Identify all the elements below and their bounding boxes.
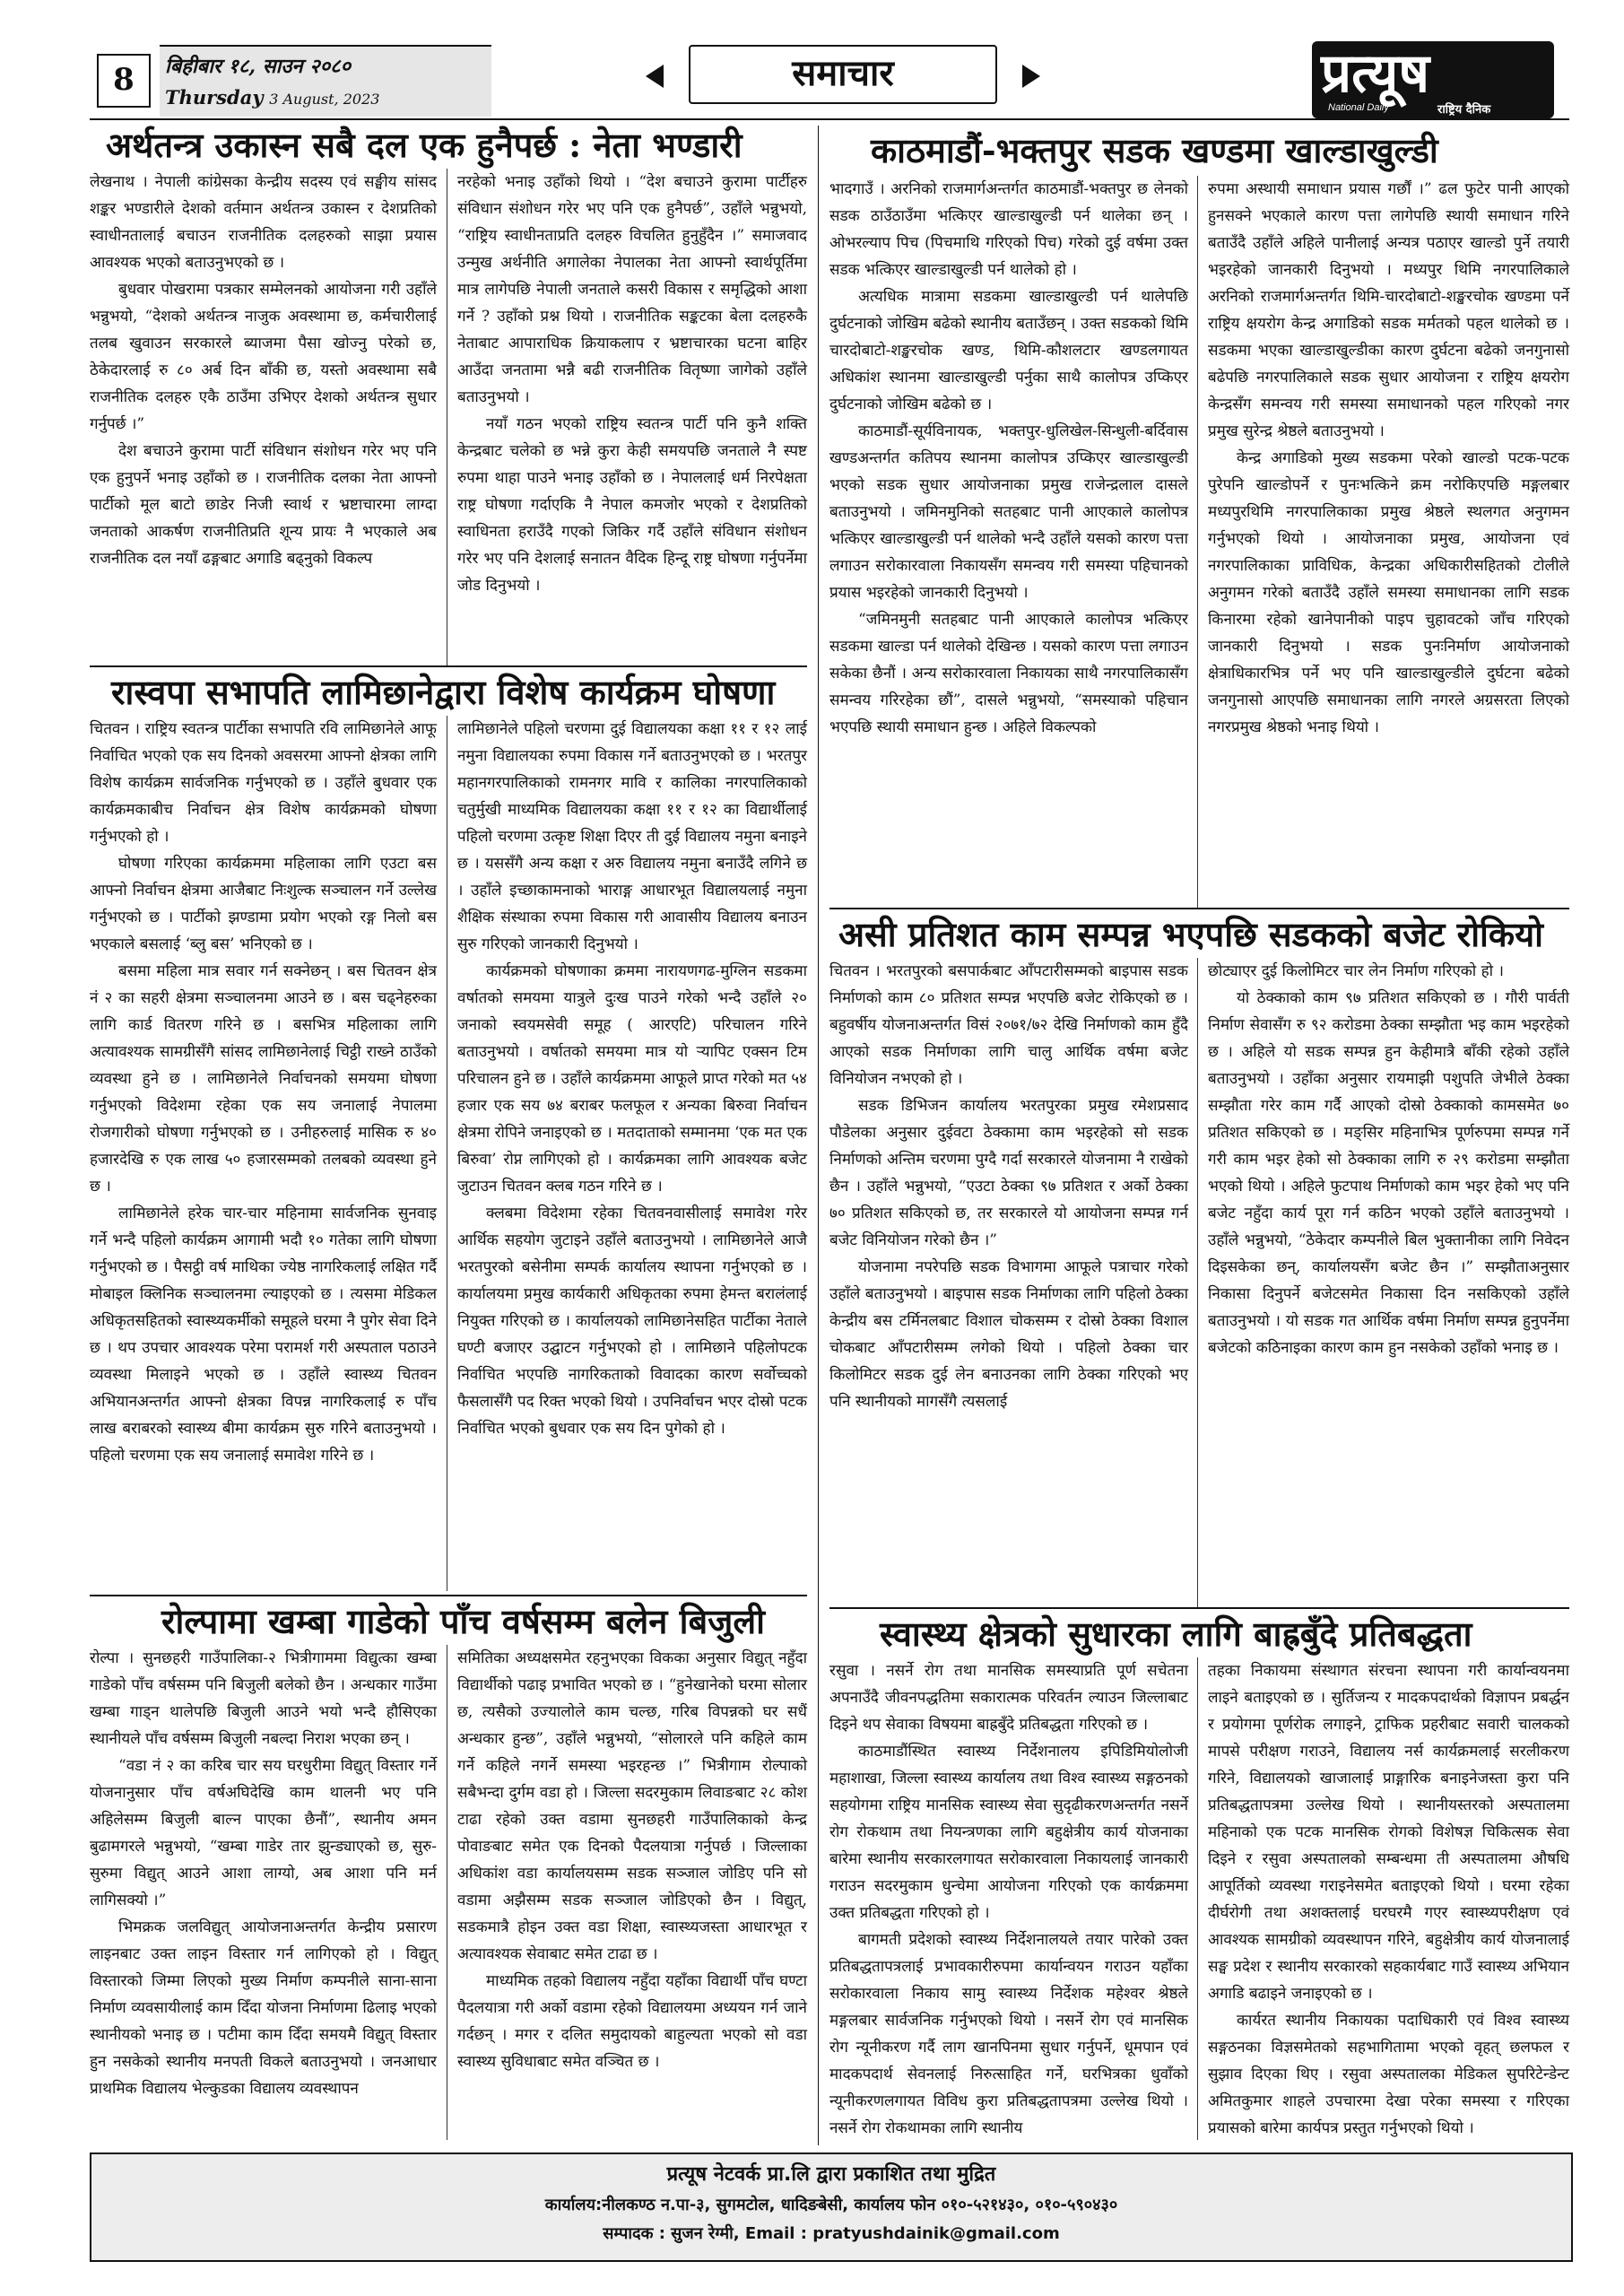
article-separator	[829, 908, 1569, 909]
paragraph: बुधवार पोखरामा पत्रकार सम्मेलनको आयोजना गरी उहाँले भन्नुभयो, “देशको अर्थतन्त्र नाजुक अवस्थामा छ, कर्मचारीलाई तलब खुवाउन सरकारले ब्याजमा पैसा खोज्नु परेको छ, ठेकेदारलाई रु ८० अर्ब दिन बाँकी छ, यस्तो अवस्थामा सबै राजनीतिक दलहरु एकै ठाउँमा उभिएर देशको अर्थतन्त्र सुधार गर्नुपर्छ ।”	[90, 281, 437, 433]
date-full: 3 August, 2023	[269, 91, 380, 108]
article-health-commitment	[829, 1613, 1569, 2145]
paragraph: योजनामा नपरेपछि सडक विभागमा आफूले पत्राचार गरेको उहाँले बताउनुभयो । बाइपास सडक निर्माणका लागि पहिलो ठेक्का केन्द्रीय बस टर्मिनलबाट विशाल चोकसम्म र दोस्रो ठेक्का विशाल चोकबाट आँपटारीसम्म लगेको थियो । पहिलो ठेक्का चार किलोमिटर सडक दुई लेन बनाउनका लागि ठेक्का गरिएको भए पनि स्थानीयको मागसँगै त्यसलाई	[829, 1258, 1188, 1411]
article-rolpa-electricity	[90, 1600, 807, 2145]
email-label: Email :	[744, 2224, 807, 2243]
paragraph: बसमा महिला मात्र सवार गर्न सक्नेछन् । बस चितवन क्षेत्र नं २ का सहरी क्षेत्रमा सञ्चालनमा आउने छ । बस चढ्नेहरुका लागि कार्ड वितरण गरिने छ । बसभित्र महिलाका लागि अत्यावश्यक सामग्रीसँगै सांसद लामिछानेलाई चिट्ठी राख्ने ठाउँको व्यवस्था हुने छ । लामिछानेले निर्वाचनको समयमा घोषणा गर्नुभएको विदेशमा रहेका एक सय जनालाई नेपालमा रोजगारीको घोषणा गर्नुभएको छ । उनीहरुलाई मासिक रु ४० हजारदेखि रु एक लाख ५० हजारसम्मको तलबको व्यवस्था हुने छ ।	[90, 962, 437, 1196]
logo-sub-nepali: राष्ट्रिय दैनिक	[1437, 103, 1491, 117]
article-bypass-budget	[829, 913, 1569, 1613]
paragraph: नयाँ गठन भएको राष्ट्रिय स्वतन्त्र पार्टी पनि कुनै शक्ति केन्द्रबाट चलेको छ भन्ने कुरा केही समयपछि जनताले नै स्पष्ट रुपमा थाहा पाउने भनाइ उहाँको छ । नेपाललाई धर्म निरपेक्षता राष्ट्र घोषणा गर्दाएकि नै नेपाल कमजोर भएको र देशप्रतिको स्वाधिनता हराउँदै गएको जिकिर गर्दै उहाँले संविधान संशोधन गरेर भए पनि देशलाई सनातन वैदिक हिन्दू राष्ट्र घोषणा गर्नुपर्नेमा जोड दिनुभयो ।	[457, 415, 807, 595]
paragraph: बागमती प्रदेशको स्वास्थ्य निर्देशनालयले तयार पारेको उक्त प्रतिबद्धतापत्रलाई प्रभावकारीरुपमा कार्यान्वयन गराउन यहाँका सरोकारवाला निकाय सामु स्वास्थ्य निर्देशक महेश्वर श्रेष्ठले मङ्गलबार सार्वजनिक गर्नुभएको थियो । नसर्ने रोग एवं मानसिक रोग न्यूनीकरण गर्दै लाग खानपिनमा सुधार गर्नुपर्ने, धूमपान एवं मादकपदार्थ सेवनलाई निरुत्साहित गर्ने, घरभित्रका धुवाँको न्यूनीकरणलगायत विविध कुरा प्रतिबद्धतापत्रमा उल्लेख थियो । नसर्ने रोग रोकथामका लागि स्थानीय	[829, 1931, 1188, 2137]
headline: असी प्रतिशत काम सम्पन्न भएपछि सडकको बजेट रोकियो	[838, 914, 1543, 954]
masthead	[72, 41, 1569, 115]
paragraph: कार्यरत स्थानीय निकायका पदाधिकारी एवं विश्व स्वास्थ्य सङ्गठनका विज्ञसमेतको सहभागितामा भएको वृहत् छलफल र सुझाव दिएका थिए । रसुवा अस्पतालका मेडिकल सुपरिटेन्डेन्ट अमितकुमार शाहले उपचारमा देखा परेका समस्या र गरिएका प्रयासको बारेमा कार्यपत्र प्रस्तुत गर्नुभएको थियो ।	[1208, 2012, 1569, 2137]
paragraph: छोट्याएर दुई किलोमिटर चार लेन निर्माण गरिएको हो ।	[1208, 962, 1504, 980]
paragraph: क्लबमा विदेशमा रहेका चितवनवासीलाई समावेश गरेर आर्थिक सहयोग जुटाइने उहाँले बताउनुभयो । लामिछानेले आजै भरतपुरको बसेनीमा सम्पर्क कार्यालय स्थापना गर्नुभएको छ । कार्यालयमा प्रमुख कार्यकारी अधिकृतका रुपमा हेमन्त बरालंलाई नियुक्त गरिएको छ । कार्यालयको लामिछानेसहित पार्टीका नेताले घण्टी बजाएर उद्घाटन गर्नुभएको हो । लामिछाने पहिलोपटक निर्वाचित भएपछि नागरिकताको विवादका कारण सर्वोच्चको फैसलासँगै पद रिक्त भएको थियो । उपनिर्वाचन भएर दोस्रो पटक निर्वाचित भएको बुधवार एक सय दिन पुगेको हो ।	[457, 1205, 807, 1438]
paragraph: काठमाडौंस्थित स्वास्थ्य निर्देशनालय इपिडिमियोलोजी महाशाखा, जिल्ला स्वास्थ्य कार्यालय तथा विश्व स्वास्थ्य सङ्गठनको सहयोगमा राष्ट्रिय मानसिक स्वास्थ्य सेवा सुदृढीकरणअन्तर्गत नसर्ने रोग रोकथाम तथा नियन्त्रणका लागि बहुक्षेत्रीय कार्य योजनाका बारेमा स्थानीय सरकारलगायत सरोकारवाला निकायलाई जानकारी गराउन सदरमुकाम धुन्चेमा आयोजना गरिएको एक कार्यक्रममा उक्त प्रतिबद्धता गरिएको हो ।	[829, 1743, 1188, 1922]
article-column-2	[1208, 1657, 1569, 2142]
headline: रास्वपा सभापति लामिछानेद्वारा विशेष कार्यक्रम घोषणा	[111, 672, 776, 712]
paragraph: केन्द्र अगाडिको मुख्य सडकमा परेको खाल्डो पटक-पटक पुरेपनि खाल्डोपर्ने र पुनःभत्किने क्रम नरोकिएपछि मङ्गलबार मध्यपुरथिमि नगरपालिकाका प्रमुख श्रेष्ठले स्थलगत अनुगमन गर्नुभएको थियो । आयोजनाका प्रमुख, आयोजना एवं नगरपालिकाका प्राविधिक, केन्द्रका अधिकारीसहितको टोलीले अनुगमन गरेको बताउँदै उहाँले समस्या समाधानका लागि सडक किनारमा रहेको खानेपानीको पाइप चुहावटको जाँच गरिएको जानकारी दिनुभयो । सडक पुनःनिर्माण आयोजनाको क्षेत्राधिकारभित्र पर्ने भए पनि खाल्डाखुल्डीले दुर्घटना बढेको जनगुनासो आएपछि समाधानका लागि नगरले अग्रसरता लिएको नगरप्रमुख श्रेष्ठको भनाइ थियो ।	[1208, 449, 1569, 736]
article-column-2	[1208, 176, 1569, 741]
article-column-2	[1208, 958, 1569, 1361]
column-divider	[1197, 958, 1198, 1607]
date-english	[165, 86, 379, 109]
article-separator	[90, 665, 807, 667]
triangle-left-icon	[646, 65, 664, 88]
article-column-2	[457, 716, 807, 1442]
paragraph: लामिछानेले हरेक चार-चार महिनामा सार्वजनिक सुनवाइ गर्ने भन्दै पहिलो कार्यक्रम आगामी भदौ १० गतेका लागि घोषणा गर्नुभएको छ । पैसट्ठी वर्ष माथिका ज्येष्ठ नागरिकलाई लक्षित गर्दै मोबाइल क्लिनिक सञ्चालनमा ल्याइएको छ । त्यसमा मेडिकल अधिकृतसहितको स्वास्थ्यकर्मीको समूहले घरमा नै पुगेर सेवा दिने छ । थप उपचार आवश्यक परेमा परामर्श गरी अस्पताल पठाउने व्यवस्था मिलाइने भएको छ । उहाँले स्वास्थ्य चितवन अभियानअन्तर्गत आफ्नो क्षेत्रका विपन्न नागरिकलाई रु पाँच लाख बराबरको स्वास्थ्य बीमा कार्यक्रम सुरु गरिने बताउनुभयो । पहिलो चरणमा एक सय जनालाई समावेश गरिने छ ।	[90, 1205, 437, 1465]
article-column-1	[90, 1645, 437, 2102]
headline: रोल्पामा खम्बा गाडेको पाँच वर्षसम्म बलेन बिजुली	[161, 1601, 765, 1641]
date-day: Thursday	[165, 86, 264, 109]
headline: अर्थतन्त्र उकास्न सबै दल एक हुनैपर्छ : नेता भण्डारी	[106, 125, 743, 165]
page-divider	[818, 126, 819, 2145]
article-column-1	[90, 716, 437, 1469]
paragraph: समितिका अध्यक्षसमेत रहनुभएका विकका अनुसार विद्युत् नहुँदा विद्यार्थीको पढाइ प्रभावित भएको छ । “हुनेखानेको घरमा सोलार छ, त्यसैको उज्यालोले काम चल्छ, गरिब विपन्नको घर सधैं अन्धकार हुन्छ”, उहाँले भन्नुभयो, “सोलारले पनि कहिले काम गर्ने कहिले नगर्ने समस्या भइरहन्छ ।” भित्रीगाम रोल्पाको सबैभन्दा दुर्गम वडा हो । जिल्ला सदरमुकाम लिवाङबाट २८ कोश टाढा रहेको उक्त वडामा सुनछहरी गाउँपालिकाको केन्द्र पोवाङबाट समेत एक दिनको पैदलयात्रा गर्नुपर्छ । जिल्लाका अधिकांश वडा कार्यालयसम्म सडक सञ्जाल जोडिए पनि सो वडामा अझैसम्म सडक सञ्जाल जोडिएको छैन । विद्युत्, सडकमात्रै होइन उक्त वडा शिक्षा, स्वास्थ्यजस्ता आधारभूत र अत्यावश्यक सेवाबाट समेत टाढा छ ।	[457, 1649, 807, 1963]
paragraph: माध्यमिक तहको विद्यालय नहुँदा यहाँका विद्यार्थी पाँच घण्टा पैदलयात्रा गरी अर्को वडामा रहेको विद्यालयमा अध्ययन गर्न जाने गर्दछन् । मगर र दलित समुदायको बाहुल्यता भएको सो वडा स्वास्थ्य सुविधाबाट समेत वञ्चित छ ।	[457, 1972, 807, 2071]
paragraph: कार्यक्रमको घोषणाका क्रममा नारायणगढ-मुग्लिन सडकमा वर्षातको समयमा यात्रुले दुःख पाउने गरेको भन्दै उहाँले २० जनाको स्वयमसेवी समूह ( आरएटि) परिचालन गरिने बताउनुभयो । वर्षातको समयमा मात्र यो ऱ्यापिट एक्सन टिम परिचालन हुने छ । उहाँले कार्यक्रममा आफूले प्राप्त गरेको मत ५४ हजार एक सय ७४ बराबर फलफूल र अन्यका बिरुवा निर्वाचन क्षेत्रमा रोपिने जनाइएको छ । मतदाताको सम्मानमा ‘एक मत एक बिरुवा’ रोप्न लागिएको हो । कार्यक्रमका लागि आवश्यक बजेट जुटाउन चितवन क्लब गठन गरिने छ ।	[457, 962, 807, 1196]
article-economy	[90, 124, 807, 673]
paragraph: काठमाडौं-सूर्यविनायक, भक्तपुर-धुलिखेल-सिन्धुली-बर्दिवास खण्डअन्तर्गत कतिपय स्थानमा कालोपत्र उप्किएर खाल्डाखुल्डी भएको सडक सुधार आयोजनाका प्रमुख राजेन्द्रलाल दासले बताउनुभयो । जमिनमुनिको सतहबाट पानी आएकाले कालोपत्र भत्किएर खाल्डाखुल्डी पर्न थालेको भन्दै उहाँले यसको कारण पत्ता लगाउन सरोकारवाला निकायसँग समन्वय गरी समस्या पहिचानको प्रयास भइरहेको जानकारी दिनुभयो ।	[829, 422, 1188, 602]
paragraph: भादगाउँ । अरनिको राजमार्गअन्तर्गत काठमाडौं-भक्तपुर छ लेनको सडक ठाउँठाउँमा भत्किएर खाल्डाखुल्डी पर्न थालेका छन् । ओभरल्याप पिच (पिचमाथि गरिएको पिच) गरेको दुई वर्षमा उक्त सडक भत्किएर खाल्डाखुल्डी पर्न थालेको हो ।	[829, 180, 1188, 279]
publisher-line: प्रत्यूष नेटवर्क प्रा.लि द्वारा प्रकाशित तथा मुद्रित	[666, 2163, 996, 2186]
headline: काठमाडौं-भक्तपुर सडक खण्डमा खाल्डाखुल्डी	[871, 130, 1438, 170]
paragraph: “जमिनमुनी सतहबाट पानी आएकाले कालोपत्र भत्किएर सडकमा खाल्डा पर्न थालेको देखिन्छ । यसको कारण पत्ता लगाउन सकेका छैनौं । अन्य सरोकारवाला निकायका साथै नगरपालिकासँग समन्वय गरिरहेका छौं”, दासले भन्नुभयो, “समस्याको पहिचान भएपछि स्थायी समाधान हुन्छ । अहिले विकल्पको	[829, 611, 1188, 736]
triangle-right-icon	[1022, 65, 1040, 88]
paragraph: लामिछानेले पहिलो चरणमा दुई विद्यालयका कक्षा ११ र १२ लाई नमुना विद्यालयका रुपमा विकास गर्ने बताउनुभएको छ । भरतपुर महानगरपालिकाको रामनगर मावि र कालिका नगरपालिकाको चतुर्मुखी माध्यमिक विद्यालयका कक्षा ११ र १२ का विद्यार्थीलाई पहिलो चरणमा उत्कृष्ट शिक्षा दिएर ती दुई विद्यालय नमुना बनाइने छ । यससँगै अन्य कक्षा र अरु विद्यालय नमुना बनाउँदै लगिने छ । उहाँले इच्छाकामनाको भाराङ्ग आधारभूत विद्यालयलाई नमुना शैक्षिक संस्थाका रुपमा विकास गरी आवासीय विद्यालय बनाउन सुरु गरिएको जानकारी दिनुभयो ।	[457, 720, 807, 953]
paragraph: यो ठेक्काको काम ९७ प्रतिशत सकिएको छ । गौरी पार्वती निर्माण सेवासँग रु ९२ करोडमा ठेक्का सम्झौता भइ काम भइरहेको छ । अहिले यो सडक सम्पन्न हुन केहीमात्रै बाँकी रहेको उहाँले बताउनुभयो । उहाँका अनुसार रायमाझी पशुपति जेभीले ठेक्का सम्झौता गरेर काम गर्दै आएको दोस्रो ठेक्काको कामसमेत ७० प्रतिशत सकिएको छ । मङ्सिर महिनाभित्र पूर्णरुपमा सम्पन्न गर्ने गरी काम भइर हेको सो ठेक्काका लागि रु २९ करोडमा सम्झौता भएको थियो । अहिले फुटपाथ निर्माणको काम भइर हेको भए पनि बजेट नहुँदा कार्य पूरा गर्न कठिन भएको उहाँले बताउनुभयो । उहाँले भन्नुभयो, “ठेकेदार कम्पनीले बिल भुक्तानीका लागि निवेदन दिइसकेका छन्, कार्यालयसँग बजेट छैन ।” सम्झौताअनुसार निकासा दिनुपर्ने बजेटसमेत निकासा दिन नसकिएको उहाँले बताउनुभयो । यो सडक गत आर्थिक वर्षमा निर्माण सम्पन्न हुनुपर्नेमा बजेटको कठिनाइका कारण काम हुन नसकेको उहाँको भनाइ छ ।	[1208, 989, 1569, 1357]
editor-line	[91, 2222, 1571, 2244]
top-rule	[90, 118, 1569, 120]
paragraph: रोल्पा । सुनछहरी गाउँपालिका-२ भित्रीगाममा विद्युत्का खम्बा गाडेको पाँच वर्षसम्म पनि बिजुली बलेको छैन । अन्धकार गाउँमा खम्बा गाड्न थालेपछि बिजुली आउने भयो भन्दै हौसिएका स्थानीयले पाँच वर्षसम्म बिजुली नबल्दा निराश भएका छन् ।	[90, 1649, 437, 1748]
article-separator	[90, 1595, 807, 1596]
paragraph: तहका निकायमा संस्थागत संरचना स्थापना गरी कार्यान्वयनमा लाइने बताइएको छ । सुर्तिजन्य र मादकपदार्थको विज्ञापन प्रबर्द्धन र प्रयोगमा पूर्णरोक लगाइने, ट्राफिक प्रहरीबाट सवारी चालकको मापसे परीक्षण गराउने, विद्यालय नर्स कार्यक्रमलाई सरलीकरण गरिने, विद्यालयको खाजालाई प्राङ्गारिक बनाइनेजस्ता कुरा पनि प्रतिबद्धतापत्रमा उल्लेख थियो । स्थानीयस्तरको अस्पतालमा महिनाको एक पटक मानसिक रोगको विशेषज्ञ चिकित्सक सेवा दिइने र रसुवा अस्पतालको सम्बन्धमा ती अस्पतालमा औषधि आपूर्तिको व्यवस्था गराइनेसमेत बताइएको थियो । घरमा रहेका दीर्घरोगी तथा अशक्तलाई घरघरमै गएर स्वास्थ्यपरीक्षण एवं आवश्यक सामग्रीको व्यवस्थापन गरिने, बहुक्षेत्रीय कार्य योजनालाई सङ्घ प्रदेश र स्थानीय सरकारको सहकार्यबाट गाउँ स्वास्थ्य अभियान अगाडि बढाइने जनाइएको छ ।	[1208, 1662, 1569, 2003]
paragraph: चितवन । भरतपुरको बसपार्कबाट आँपटारीसम्मको बाइपास सडक निर्माणको काम ८० प्रतिशत सम्पन्न भएपछि बजेट रोकिएको छ । बहुवर्षीय योजनाअन्तर्गत विसं २०७१/७२ देखि निर्माणको काम हुँदै आएको सडक निर्माणका लागि चालु आर्थिक वर्षमा बजेट विनियोजन नभएको हो ।	[829, 962, 1188, 1088]
address-line: कार्यालय:नीलकण्ठ न.पा-३, सुगमटोल, धादिङबेसी, कार्यालय फोन ०१०-५२१४३०, ०१०-५९०४३०	[544, 2196, 1118, 2214]
paragraph: नरहेको भनाइ उहाँको थियो । “देश बचाउने कुरामा पार्टीहरु संविधान संशोधन गरेर भए पनि एक हुनैपर्छ”, उहाँले भन्नुभयो, “राष्ट्रिय स्वाधीनताप्रति दलहरु विचलित हुनुहुँदैन ।” समाजवाद उन्मुख अर्थनीति अगालेका नेपालका नेता आफ्नो स्वार्थपूर्तिमा मात्र लागेपछि नेपाली जनताले कसरी विकास र समृद्धिको आशा गर्ने ? उहाँको प्रश्न थियो । राजनीतिक सङ्कटका बेला दलहरुकै नेताबाट आपाराधिक क्रियाकलाप र भ्रष्टाचारका घटना बाहिर आउँदा जनतामा भन्नै बढी राजनीतिक वितृष्णा जागेको उहाँले बताउनुभयो ।	[457, 173, 807, 406]
newspaper-logo	[1312, 41, 1554, 118]
paragraph: लेखनाथ । नेपाली कांग्रेसका केन्द्रीय सदस्य एवं सङ्घीय सांसद शङ्कर भण्डारीले देशको वर्तमान अर्थतन्त्र उकास्न र देशप्रतिको स्वाधीनतालाई बचाउन राजनीतिक दलहरुको साझा प्रयास आवश्यक भएको बताउनुभएको छ ।	[90, 173, 437, 272]
paragraph: घोषणा गरिएका कार्यक्रममा महिलाका लागि एउटा बस आफ्नो निर्वाचन क्षेत्रमा आजैबाट निःशुल्क सञ्चालन गर्ने उल्लेख गर्नुभएको छ । पार्टीको झण्डामा प्रयोग भएको रङ्ग निलो बस भएकाले बसलाई ‘ब्लु बस’ भनिएको छ ।	[90, 855, 437, 953]
paragraph: भिमक्रक जलविद्युत् आयोजनाअन्तर्गत केन्द्रीय प्रसारण लाइनबाट उक्त लाइन विस्तार गर्न लागिएको हो । विद्युत् विस्तारको जिम्मा लिएको मुख्य निर्माण कम्पनीले साना-साना निर्माण व्यवसायीलाई काम दिँदा योजना निर्माणमा ढिलाइ भएको स्थानीयको भनाइ छ । पटीमा काम दिँदा समयमै विद्युत् विस्तार हुन नसकेको स्थानीय मनपती विकले बताउनुभयो । जनआधार प्राथमिक विद्यालय भेल्कुडका विद्यालय व्यवस्थापन	[90, 1918, 437, 2098]
article-column-1	[829, 958, 1188, 1415]
paragraph: देश बचाउने कुरामा पार्टी संविधान संशोधन गरेर भए पनि एक हुनुपर्ने भनाइ उहाँको छ । राजनीतिक दलका नेता आफ्नो पार्टीको मूल बाटो छाडेर निजी स्वार्थ र भ्रष्टाचारमा लाग्दा जनताको आकर्षण राजनीतिप्रति शून्य प्रायः नै भएकाले अब राजनीतिक दल नयाँ ढङ्गबाट अगाडि बढ्नुको विकल्प	[90, 442, 437, 568]
column-divider	[1197, 176, 1198, 908]
column-divider	[1197, 1657, 1198, 2140]
date-block	[160, 45, 491, 117]
section-banner	[646, 45, 1040, 106]
article-kathmandu-bhaktapur-road	[829, 124, 1569, 913]
logo-sub-english: National Daily	[1328, 102, 1389, 113]
paragraph: अत्यधिक मात्रामा सडकमा खाल्डाखुल्डी पर्न थालेपछि दुर्घटनाको जोखिम बढेको स्थानीय बताउँछन् । उक्त सडकको थिमि चारदोबाटो-शङ्खरचोक खण्ड, थिमि-कौशलटार खण्डलगायत अधिकांश स्थानमा खाल्डाखुल्डी पर्नुका साथै कालोपत्र उप्किएर दुर्घटनाको जोखिम बढेको छ ।	[829, 288, 1188, 413]
paragraph: “वडा नं २ का करिब चार सय घरधुरीमा विद्युत् विस्तार गर्ने योजनानुसार पाँच वर्षअघिदेखि काम थालनी भए पनि अहिलेसम्म बिजुली बाल्न पाएका छैनौं”, स्थानीय अमन बुढामगरले भन्नुभयो, “खम्बा गाडेर तार झुन्ड्याएको छ, सुरु-सुरुमा विद्युत् आउने आशा लाग्यो, अब आशा पनि मर्न लागिसक्यो ।”	[90, 1757, 437, 1909]
article-column-1	[90, 169, 437, 572]
page-number: 8	[97, 54, 151, 108]
logo-name: प्रत्यूष	[1321, 42, 1430, 105]
imprint-footer	[90, 2152, 1573, 2262]
paragraph: रसुवा । नसर्ने रोग तथा मानसिक समस्याप्रति पूर्ण सचेतना अपनाउँदै जीवनपद्धतिमा सकारात्मक परिवर्तन ल्याउन जिल्लाबाट दिइने थप सेवाका विषयमा बाह्रबुँदे प्रतिबद्धता गरिएको छ ।	[829, 1662, 1188, 1734]
email-link[interactable]: pratyushdainik@gmail.com	[812, 2224, 1060, 2243]
paragraph: सडक डिभिजन कार्यालय भरतपुरका प्रमुख रमेशप्रसाद पौडेलका अनुसार दुईवटा ठेक्कामा काम भइरहेको सो सडक निर्माणको अन्तिम चरणमा पुग्दै गर्दा सरकारले योजनामा नै राखेको छैन । उहाँले भन्नुभयो, “एउटा ठेक्का ९७ प्रतिशत र अर्को ठेक्का ७० प्रतिशत सकिएको छ, तर सरकारले यो आयोजना सम्पन्न गर्न बजेट विनियोजन गरेको छैन ।”	[829, 1097, 1188, 1249]
article-column-1	[829, 1657, 1188, 2142]
date-nepali: बिहीबार १८, साउन २०८०	[165, 55, 352, 78]
article-column-2	[457, 1645, 807, 2075]
editor-label: सम्पादक : सुजन रेग्मी,	[603, 2224, 740, 2243]
article-separator	[829, 1607, 1569, 1609]
paragraph: चितवन । राष्ट्रिय स्वतन्त्र पार्टीका सभापति रवि लामिछानेले आफू निर्वाचित भएको एक सय दिनको अवसरमा आफ्नो क्षेत्रका लागि विशेष कार्यक्रम सार्वजनिक गर्नुभएको छ । उहाँले बुधवार एक कार्यक्रमकाबीच निर्वाचन क्षेत्र विशेष कार्यक्रमको घोषणा गर्नुभएको हो ।	[90, 720, 437, 846]
article-column-2	[457, 169, 807, 599]
paragraph: रुपमा अस्थायी समाधान प्रयास गर्छौं ।” ढल फुटेर पानी आएको हुनसक्ने भएकाले कारण पत्ता लागेपछि स्थायी समाधान गरिने बताउँदै उहाँले अहिले पानीलाई अन्यत्र पठाएर खाल्डो पुर्ने तयारी भइरहेको जानकारी दिनुभयो । मध्यपुर थिमि नगरपालिकाले अरनिको राजमार्गअन्तर्गत थिमि-चारदोबाटो-शङ्खरचोक खण्डमा पर्ने राष्ट्रिय क्षयरोग केन्द्र अगाडिको सडक मर्मतको पहल थालेको छ । सडकमा भएका खाल्डाखुल्डीका कारण दुर्घटना बढेको जनगुनासो बढेपछि नगरपालिकाले सडक सुधार आयोजना र राष्ट्रिय क्षयरोग केन्द्रसँग समन्वय गरी समस्या समाधानको पहल गरिएको नगर प्रमुख सुरेन्द्र श्रेष्ठले बताउनुभयो ।	[1208, 180, 1569, 440]
section-title: समाचार	[689, 45, 997, 104]
article-rswp-chairman	[90, 671, 807, 1596]
article-column-1	[829, 176, 1188, 741]
headline: स्वास्थ्य क्षेत्रको सुधारका लागि बाह्रबुँदे प्रतिबद्धता	[880, 1613, 1472, 1654]
